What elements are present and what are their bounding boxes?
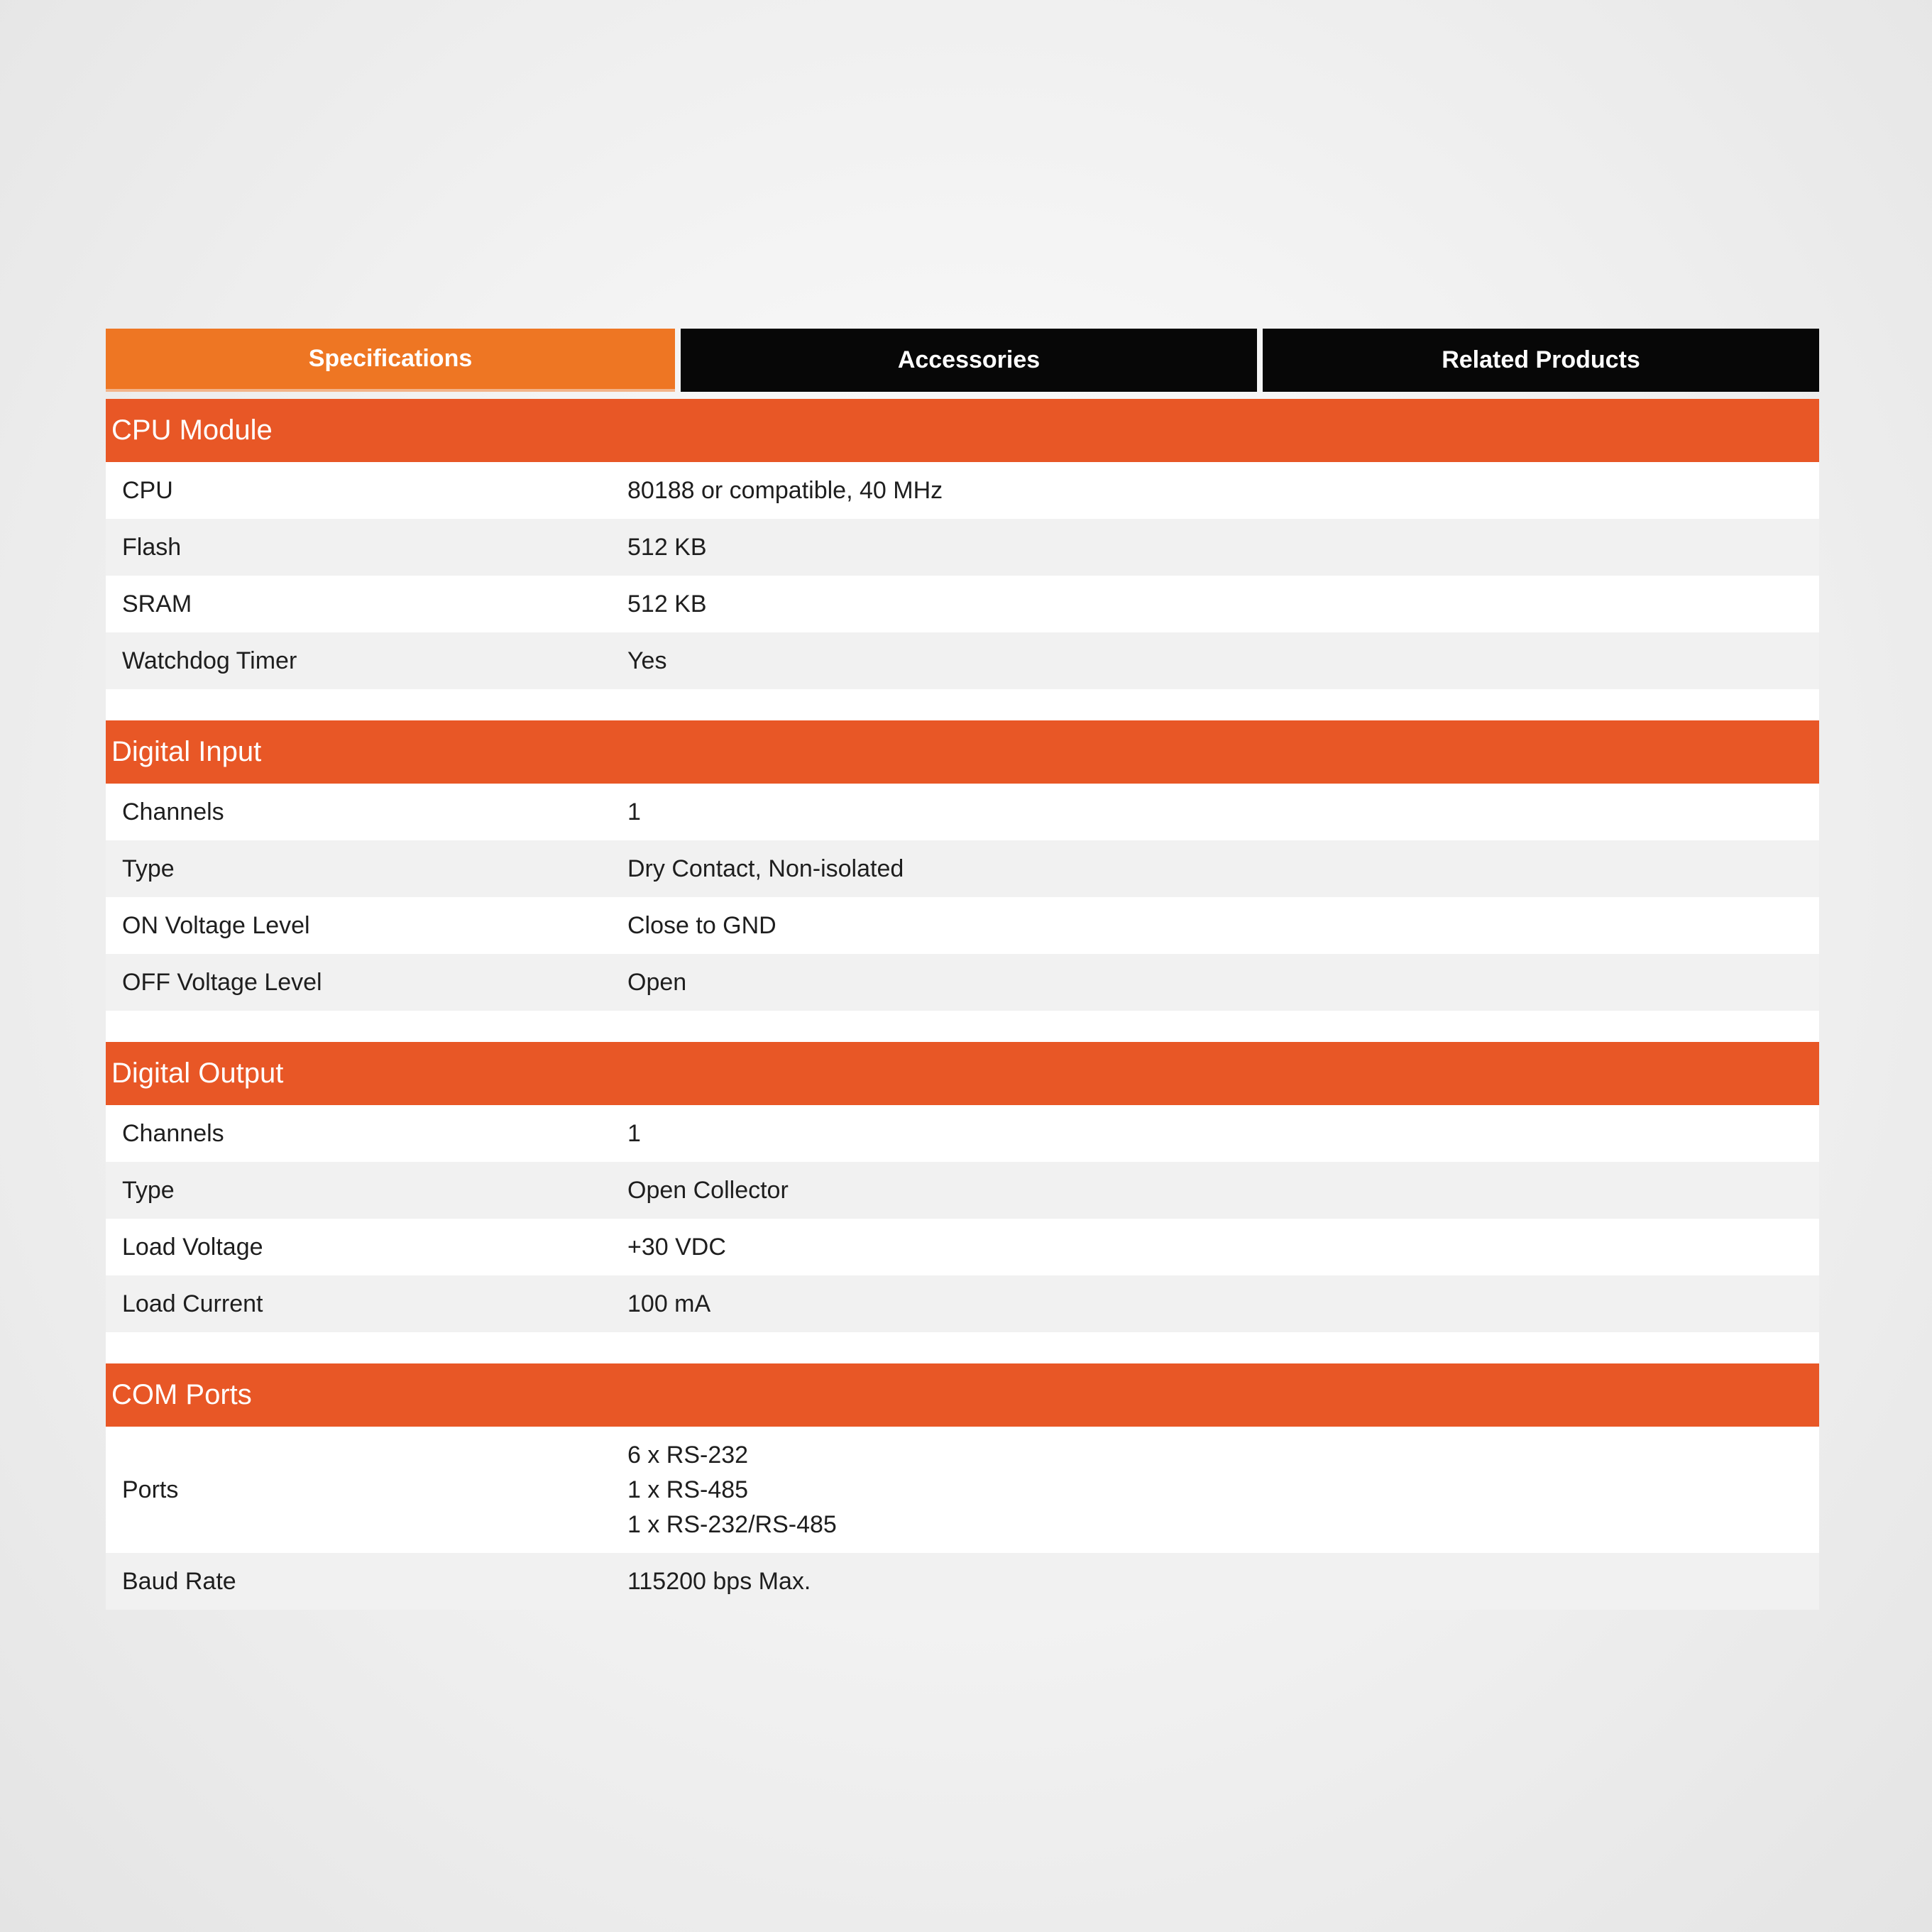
section-com-ports <box>106 1363 1819 1610</box>
spec-label: Type <box>122 1176 175 1204</box>
spec-label: Channels <box>122 1119 224 1147</box>
spec-label: Load Voltage <box>122 1233 263 1261</box>
spec-value: Open <box>627 968 687 996</box>
spec-value-line: 1 x RS-485 <box>627 1476 749 1503</box>
table-row <box>106 1275 1819 1332</box>
section-header: Digital Input <box>106 720 1819 784</box>
table-row <box>106 1553 1819 1610</box>
section-cpu-module <box>106 399 1819 720</box>
table-row <box>106 632 1819 689</box>
spec-value: Close to GND <box>627 911 776 939</box>
spec-value: 512 KB <box>627 590 707 618</box>
spec-label: CPU <box>122 476 173 504</box>
spec-label: Ports <box>122 1476 179 1503</box>
spec-value: 1 <box>627 798 641 825</box>
table-row <box>106 954 1819 1011</box>
tab-specifications[interactable]: Specifications <box>106 329 675 392</box>
spec-value: Yes <box>627 647 667 674</box>
spec-value <box>627 1438 1819 1542</box>
spec-value: 512 KB <box>627 533 707 561</box>
table-row <box>106 1105 1819 1162</box>
table-row <box>106 840 1819 897</box>
table-row <box>106 519 1819 576</box>
table-row <box>106 1162 1819 1219</box>
tab-bar <box>106 329 1819 392</box>
table-row <box>106 1219 1819 1275</box>
spec-value: 1 <box>627 1119 641 1147</box>
section-digital-input <box>106 720 1819 1042</box>
spec-label: Flash <box>122 533 182 561</box>
table-row <box>106 576 1819 632</box>
spec-label: Type <box>122 855 175 882</box>
table-row <box>106 1427 1819 1553</box>
spec-value: 80188 or compatible, 40 MHz <box>627 476 943 504</box>
spec-label: Load Current <box>122 1290 263 1317</box>
spec-label: OFF Voltage Level <box>122 968 322 996</box>
spec-label: SRAM <box>122 590 192 618</box>
section-header: COM Ports <box>106 1363 1819 1427</box>
tab-accessories[interactable]: Accessories <box>681 329 1257 392</box>
spec-value: 100 mA <box>627 1290 711 1317</box>
table-row <box>106 784 1819 840</box>
spec-value: 115200 bps Max. <box>627 1567 811 1595</box>
section-spacer <box>106 1332 1819 1363</box>
table-row <box>106 897 1819 954</box>
section-header: Digital Output <box>106 1042 1819 1105</box>
spec-label: Baud Rate <box>122 1567 236 1595</box>
spec-value: +30 VDC <box>627 1233 726 1261</box>
spec-label: Channels <box>122 798 224 825</box>
spec-value-line: 6 x RS-232 <box>627 1441 749 1469</box>
spec-value: Open Collector <box>627 1176 789 1204</box>
section-spacer <box>106 689 1819 720</box>
spec-panel <box>106 329 1819 1610</box>
spec-value-line: 1 x RS-232/RS-485 <box>627 1510 837 1538</box>
section-spacer <box>106 1011 1819 1042</box>
spec-label: ON Voltage Level <box>122 911 310 939</box>
section-header: CPU Module <box>106 399 1819 462</box>
tab-related-products[interactable]: Related Products <box>1263 329 1819 392</box>
table-row <box>106 462 1819 519</box>
section-digital-output <box>106 1042 1819 1363</box>
spec-label: Watchdog Timer <box>122 647 297 674</box>
spec-value: Dry Contact, Non-isolated <box>627 855 904 882</box>
